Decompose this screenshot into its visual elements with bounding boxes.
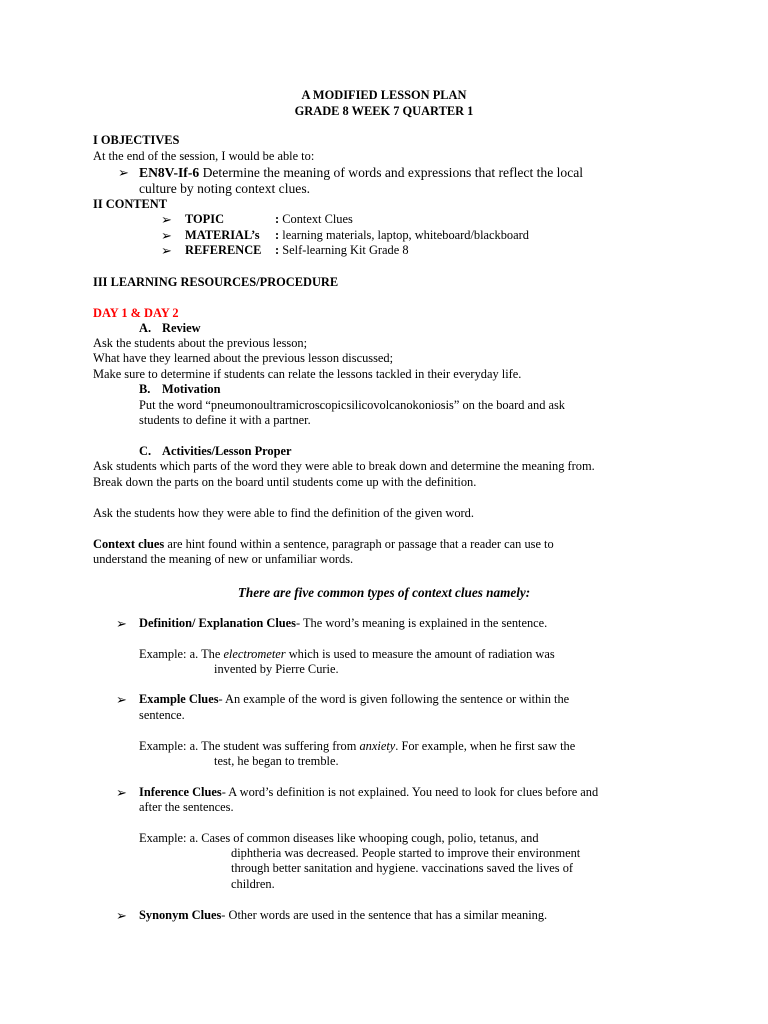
motivation-line-2: students to define it with a partner.	[139, 413, 311, 427]
content-item-materials: ➢ MATERIAL’s : learning materials, laptop, whiteboard/blackboard	[161, 228, 529, 243]
definition-example: Example: a. The electrometer which is used to measure the amount of radiation was	[139, 647, 555, 661]
example-clues-example: Example: a. The student was suffering from anxiety. For example, when he first saw the	[139, 739, 576, 753]
definition-clues-item: ➢ Definition/ Explanation Clues- The word’s meaning is explained in the sentence.	[116, 616, 548, 631]
review-line-1: Ask the students about the previous lesson;	[93, 336, 308, 350]
arrow-bullet-icon: ➢	[118, 165, 129, 180]
inference-example-line-4: children.	[231, 877, 275, 891]
review-heading: A. Review	[139, 321, 201, 335]
content-item-reference: ➢ REFERENCE : Self-learning Kit Grade 8	[161, 243, 409, 258]
review-line-3: Make sure to determine if students can relate the lessons tackled in their everyday life.	[93, 367, 522, 381]
arrow-bullet-icon: ➢	[116, 692, 127, 707]
inference-clues-item: ➢ Inference Clues- A word’s definition is not explained. You need to look for clues before and	[116, 785, 599, 800]
arrow-bullet-icon: ➢	[116, 908, 127, 923]
inference-clues-term: Inference Clues	[139, 785, 222, 799]
example-clues-example-line-2: test, he began to tremble.	[214, 754, 339, 768]
activities-ask: Ask the students how they were able to find the definition of the given word.	[93, 506, 474, 520]
activities-heading: C. Activities/Lesson Proper	[139, 444, 292, 458]
content-label: REFERENCE	[185, 243, 262, 257]
inference-clues-desc-line-2: after the sentences.	[139, 800, 234, 814]
day-heading: DAY 1 & DAY 2	[93, 306, 179, 320]
objective-line-1	[118, 165, 584, 181]
example-clues-item: ➢ Example Clues- An example of the word is given following the sentence or within the	[116, 692, 570, 707]
objective-text-1: Determine the meaning of words and expressions that reflect the local	[202, 165, 584, 180]
motivation-heading: B. Motivation	[139, 382, 221, 396]
objectives-intro: At the end of the session, I would be able to:	[93, 149, 315, 163]
content-value: Context Clues	[282, 212, 353, 226]
content-value: Self-learning Kit Grade 8	[282, 243, 409, 257]
inference-example-line-3: through better sanitation and hygiene. vaccinations saved the lives of	[231, 861, 574, 875]
activities-line-1: Ask students which parts of the word they were able to break down and determine the meaning from.	[93, 459, 595, 473]
content-label: MATERIAL’s	[185, 228, 260, 242]
inference-example-line-2: diphtheria was decreased. People started to improve their environment	[231, 846, 581, 860]
content-value: learning materials, laptop, whiteboard/blackboard	[282, 228, 529, 242]
definition-clues-term: Definition/ Explanation Clues	[139, 616, 296, 630]
context-clues-definition-line-2: understand the meaning of new or unfamiliar words.	[93, 552, 354, 566]
arrow-bullet-icon: ➢	[116, 616, 127, 631]
objective-text-2: culture by noting context clues.	[139, 181, 311, 196]
activities-line-2: Break down the parts on the board until students come up with the definition.	[93, 475, 477, 489]
page-title: A MODIFIED LESSON PLAN	[301, 88, 467, 102]
resources-heading: III LEARNING RESOURCES/PROCEDURE	[93, 275, 339, 289]
content-label: TOPIC	[185, 212, 225, 226]
motivation-line-1: Put the word “pneumonoultramicroscopicsilicovolcanokoniosis” on the board and ask	[139, 398, 566, 412]
arrow-bullet-icon: ➢	[161, 243, 172, 258]
page-subtitle: GRADE 8 WEEK 7 QUARTER 1	[294, 104, 474, 118]
arrow-bullet-icon: ➢	[161, 228, 172, 243]
types-heading: There are five common types of context clues namely:	[237, 585, 531, 600]
definition-example-line-2: invented by Pierre Curie.	[214, 662, 339, 676]
context-clues-term: Context clues	[93, 537, 165, 551]
synonym-clues-item: ➢ Synonym Clues- Other words are used in the sentence that has a similar meaning.	[116, 908, 548, 923]
synonym-clues-term: Synonym Clues	[139, 908, 222, 922]
content-item-topic: ➢ TOPIC : Context Clues	[161, 212, 353, 227]
arrow-bullet-icon: ➢	[161, 212, 172, 227]
content-heading: II CONTENT	[93, 197, 168, 211]
objectives-heading: I OBJECTIVES	[93, 133, 180, 147]
arrow-bullet-icon: ➢	[116, 785, 127, 800]
example-clues-desc-line-2: sentence.	[139, 708, 185, 722]
objective-code: EN8V-If-6	[139, 165, 200, 180]
context-clues-definition: Context clues are hint found within a sentence, paragraph or passage that a reader can use to	[93, 537, 554, 551]
inference-example: Example: a. Cases of common diseases like whooping cough, polio, tetanus, and	[139, 831, 539, 845]
review-line-2: What have they learned about the previous lesson discussed;	[93, 351, 394, 365]
example-clues-term: Example Clues	[139, 692, 219, 706]
